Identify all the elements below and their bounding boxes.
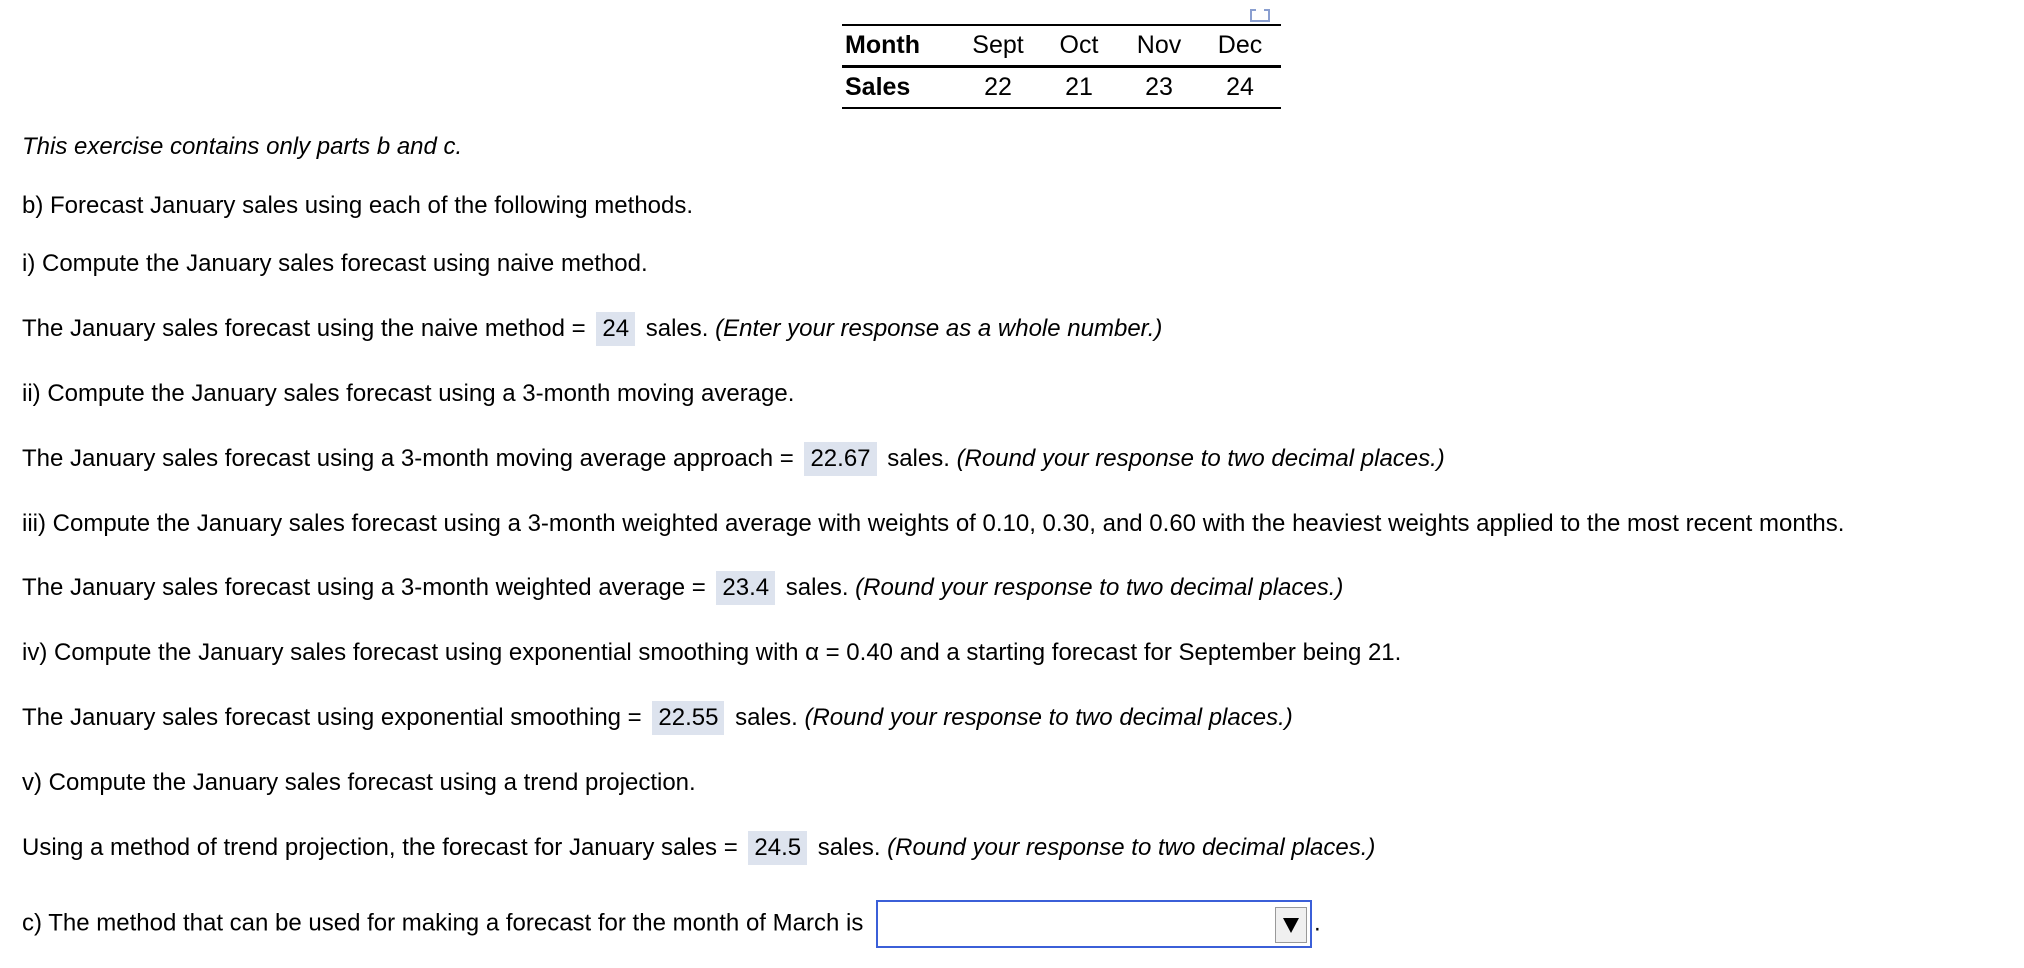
answer-v-suffix: sales. [817, 834, 881, 861]
answer-i-hint: (Enter your response as a whole number.) [715, 315, 1163, 342]
answer-iv-prefix: The January sales forecast using exponential smoothing = [22, 704, 642, 731]
month-cell: Dec [1199, 25, 1281, 67]
answer-i-input[interactable]: 24 [596, 312, 635, 346]
answer-v-prefix: Using a method of trend projection, the forecast for January sales = [22, 834, 738, 861]
answer-iv-line [22, 701, 1293, 735]
sales-row [842, 67, 1281, 109]
answer-v-input[interactable]: 24.5 [748, 831, 807, 865]
answer-i-line [22, 312, 1162, 346]
intro-text: This exercise contains only parts b and c. [22, 133, 463, 160]
month-cell: Oct [1039, 25, 1119, 67]
sales-cell: 21 [1039, 67, 1119, 109]
question-ii: ii) Compute the January sales forecast using a 3-month moving average. [22, 380, 795, 407]
dropdown-arrow-icon[interactable] [1275, 907, 1307, 943]
part-c-end: . [1313, 909, 1321, 937]
answer-iv-hint: (Round your response to two decimal places.) [804, 704, 1293, 731]
method-select-dropdown[interactable] [876, 900, 1312, 948]
month-header: Month [842, 25, 957, 67]
answer-ii-line [22, 442, 1445, 476]
answer-ii-suffix: sales. [887, 445, 950, 472]
answer-iv-suffix: sales. [735, 704, 798, 731]
month-cell: Nov [1119, 25, 1199, 67]
answer-ii-hint: (Round your response to two decimal places.) [956, 445, 1445, 472]
sales-cell: 22 [957, 67, 1039, 109]
copy-table-icon[interactable] [1250, 2, 1272, 16]
answer-i-prefix: The January sales forecast using the naive method = [22, 315, 586, 342]
answer-v-hint: (Round your response to two decimal places.) [887, 834, 1376, 861]
question-iii: iii) Compute the January sales forecast using a 3-month weighted average with weights of 0.10, 0.30, and 0.60 with the heaviest weights applied to the most recent months. [22, 510, 1845, 537]
sales-cell: 23 [1119, 67, 1199, 109]
part-c-line [22, 900, 1321, 948]
question-i: i) Compute the January sales forecast using naive method. [22, 250, 648, 277]
part-b-heading: b) Forecast January sales using each of the following methods. [22, 192, 694, 219]
month-cell: Sept [957, 25, 1039, 67]
question-iv: iv) Compute the January sales forecast using exponential smoothing with α = 0.40 and a starting forecast for September being 21. [22, 639, 1402, 666]
answer-v-line [22, 831, 1375, 865]
answer-iii-suffix: sales. [785, 574, 849, 601]
answer-iii-hint: (Round your response to two decimal places.) [855, 574, 1344, 601]
month-row [842, 25, 1281, 67]
part-c-prefix: c) The method that can be used for making a forecast for the month of March is [22, 909, 864, 937]
answer-iii-input[interactable]: 23.4 [716, 571, 775, 605]
answer-iii-line [22, 571, 1343, 605]
sales-header: Sales [842, 67, 957, 109]
sales-cell: 24 [1199, 67, 1281, 109]
answer-iii-prefix: The January sales forecast using a 3-month weighted average = [22, 574, 706, 601]
answer-iv-input[interactable]: 22.55 [652, 701, 724, 735]
answer-ii-input[interactable]: 22.67 [804, 442, 876, 476]
sales-data-table [842, 24, 1281, 109]
question-v: v) Compute the January sales forecast using a trend projection. [22, 769, 696, 796]
answer-ii-prefix: The January sales forecast using a 3-month moving average approach = [22, 445, 794, 472]
answer-i-suffix: sales. [645, 315, 709, 342]
